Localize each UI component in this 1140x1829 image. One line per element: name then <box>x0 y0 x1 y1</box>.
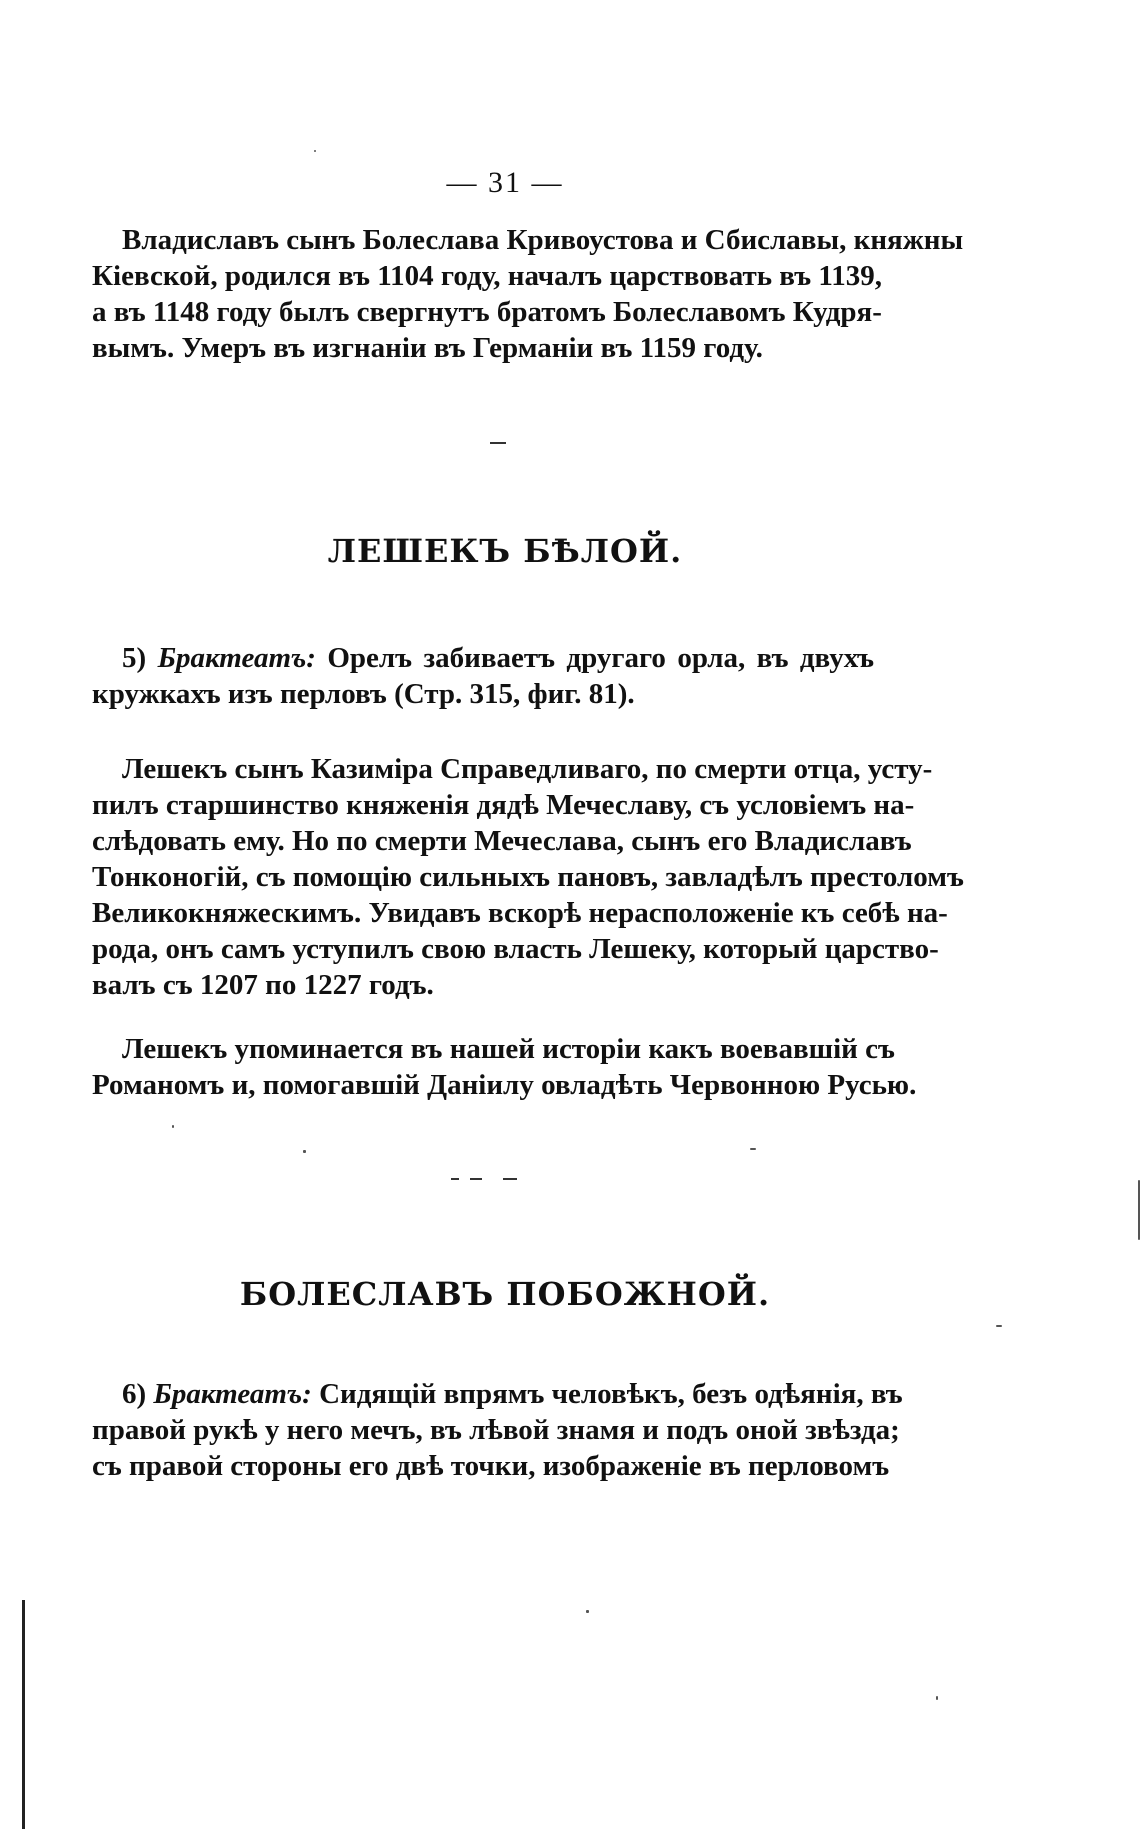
print-speck <box>936 1696 938 1700</box>
print-speck <box>996 1325 1002 1327</box>
text-line: Лешекъ упоминается въ нашей исторіи какъ воевавшій съ <box>122 1033 895 1065</box>
text-line: Тонконогій, съ помощію сильныхъ пановъ, завладѣлъ престоломъ <box>92 861 964 893</box>
scan-edge-line <box>22 1600 25 1829</box>
paragraph-leshek-biography <box>92 751 964 1003</box>
item-text: Сидящій впрямъ человѣкъ, безъ одѣянія, въ <box>311 1378 903 1410</box>
section-divider <box>451 1178 459 1180</box>
text-line: пилъ старшинство княженія дядѣ Мечеславу, съ условіемъ на- <box>92 789 915 821</box>
print-speck <box>172 1125 174 1128</box>
print-speck <box>586 1610 589 1613</box>
text-line: Романомъ и, помогавшій Даніилу овладѣть Червонною Русью. <box>92 1069 917 1101</box>
print-speck <box>314 150 316 152</box>
text-line: вымъ. Умеръ въ изгнаніи въ Германіи въ 1159 году. <box>92 332 763 364</box>
page-number: — 31 — <box>446 166 564 199</box>
text-line: Великокняжескимъ. Увидавъ вскорѣ нерасположеніе къ себѣ на- <box>92 897 948 929</box>
text-line <box>92 640 874 676</box>
item-label: Брактеатъ: <box>157 642 316 674</box>
text-line: Кіевской, родился въ 1104 году, началъ царствовать въ 1139, <box>92 260 883 292</box>
item-label: Брактеатъ: <box>153 1378 312 1410</box>
print-speck <box>750 1148 756 1150</box>
print-speck <box>303 1150 306 1153</box>
section-heading-boleslav: БОЛЕСЛАВЪ ПОБОЖНОЙ. <box>239 1275 771 1313</box>
text-line: правой рукѣ у него мечъ, въ лѣвой знамя и подъ оной звѣзда; <box>92 1414 900 1446</box>
text-line: кружкахъ изъ перловъ (Стр. 315, фиг. 81). <box>92 678 635 710</box>
section-divider <box>470 1178 482 1180</box>
paragraph-vladislav <box>92 222 964 366</box>
text-line: съ правой стороны его двѣ точки, изображеніе въ перловомъ <box>92 1450 890 1482</box>
section-divider <box>503 1178 517 1180</box>
item-number: 5) <box>122 642 147 674</box>
section-divider <box>490 442 506 444</box>
text-line: а въ 1148 году былъ свергнутъ братомъ Болеславомъ Кудря- <box>92 296 882 328</box>
text-line: слѣдовать ему. Но по смерти Мечеслава, сынъ его Владиславъ <box>92 825 912 857</box>
item-6-description <box>92 1376 903 1484</box>
text-line: Лешекъ сынъ Казиміра Справедливаго, по смерти отца, усту- <box>122 753 933 785</box>
section-heading-leshek: ЛЕШЕКЪ БѢЛОЙ. <box>327 532 683 570</box>
text-line: Владиславъ сынъ Болеслава Кривоустова и Сбиславы, княжны <box>122 224 964 256</box>
text-line: рода, онъ самъ уступилъ свою власть Лешеку, который царство- <box>92 933 939 965</box>
item-number: 6) <box>122 1378 147 1410</box>
text-line <box>92 1376 903 1412</box>
item-5-description <box>92 640 874 712</box>
paragraph-leshek-history <box>92 1031 917 1103</box>
text-line: валъ съ 1207 по 1227 годъ. <box>92 969 434 1001</box>
item-text: Орелъ забиваетъ другаго орла, въ двухъ <box>315 642 875 674</box>
